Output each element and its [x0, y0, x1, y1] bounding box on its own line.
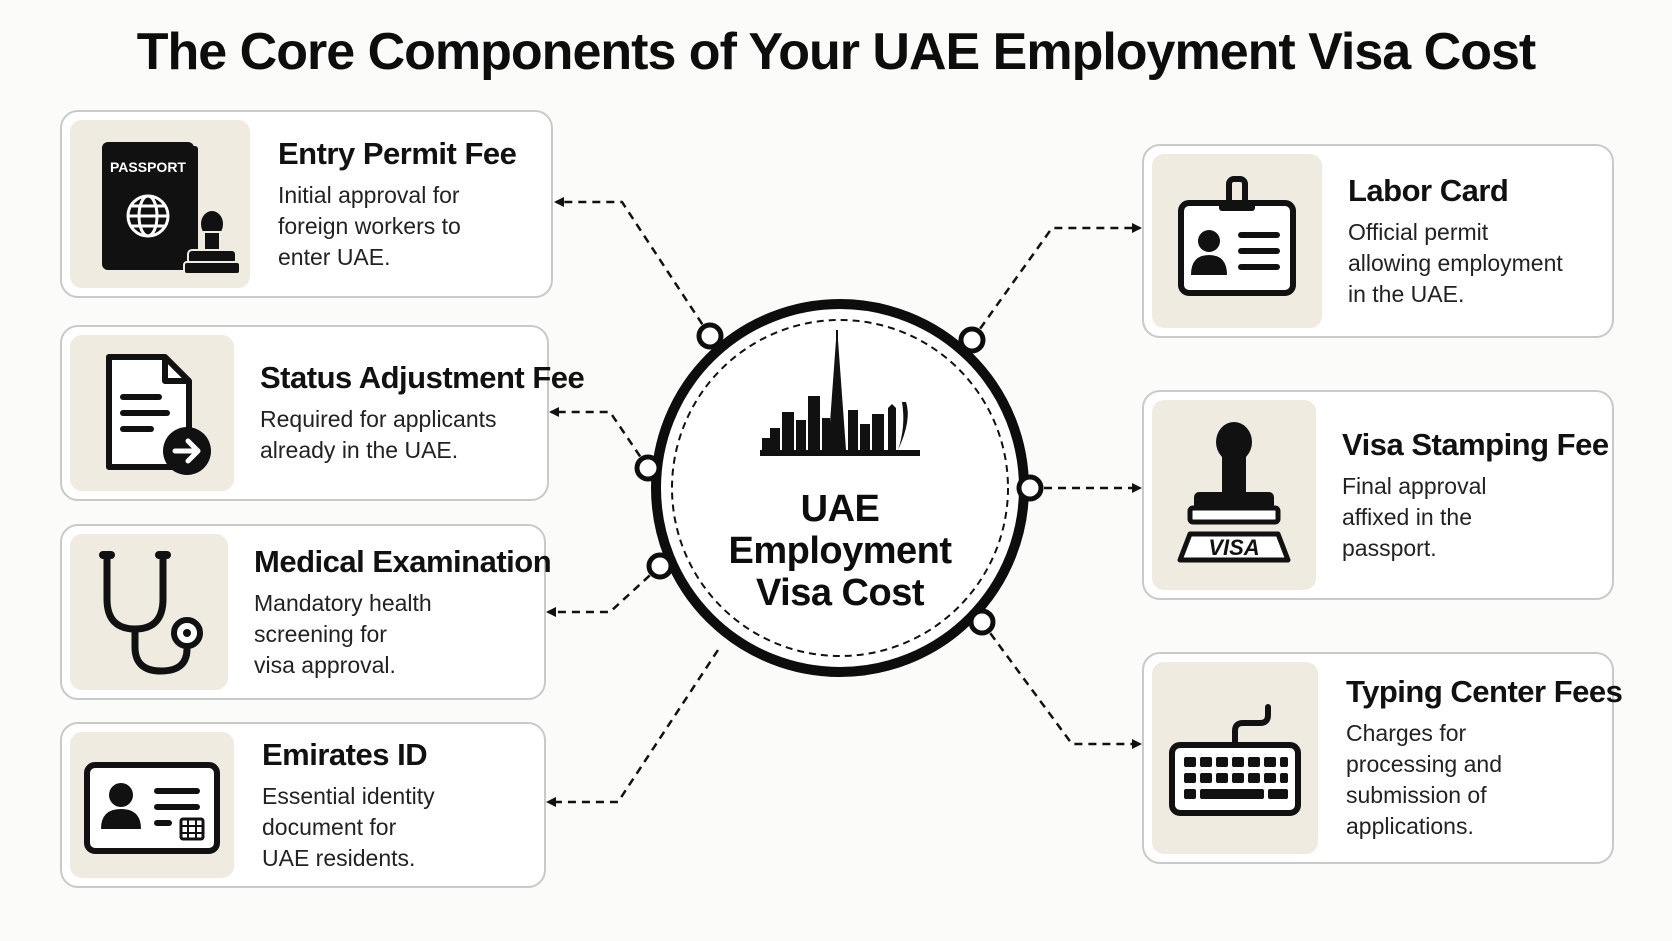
document-arrow-icon: [87, 343, 217, 483]
card-text: [1346, 654, 1623, 862]
hub-node: [1019, 477, 1041, 499]
desc-line: passport.: [1342, 534, 1437, 561]
card-desc: [260, 404, 535, 466]
card-title: Labor Card: [1348, 172, 1509, 208]
desc-line: applications.: [1346, 813, 1474, 839]
connector-medical: [548, 566, 660, 612]
icon-tile: [70, 335, 234, 491]
connector-labor-card: [972, 228, 1140, 340]
icon-tile: [1152, 662, 1318, 854]
id-card-icon: [77, 745, 227, 865]
card-text: [260, 327, 585, 499]
connector-emirates-id: [548, 650, 718, 802]
desc-line: Initial approval for: [278, 181, 460, 208]
card-desc: [1346, 718, 1600, 842]
desc-line: visa approval.: [254, 651, 396, 678]
card-title: Typing Center Fees: [1346, 674, 1623, 709]
keyboard-icon: [1160, 693, 1310, 823]
desc-line: in the UAE.: [1348, 280, 1465, 307]
hub-label: UAE Employment Visa Cost: [728, 488, 952, 614]
desc-line: Official permit: [1348, 218, 1489, 245]
card-title: Status Adjustment Fee: [260, 360, 585, 395]
hub-node: [699, 325, 721, 347]
card-text: [278, 112, 539, 296]
passport-label: PASSPORT: [110, 159, 186, 175]
hub-node: [649, 555, 671, 577]
hub-node: [637, 457, 659, 479]
hub-node: [971, 611, 993, 633]
stethoscope-icon: [79, 537, 219, 687]
desc-line: foreign workers to: [278, 212, 461, 239]
connector-status-adjustment: [551, 412, 648, 468]
card-text: [254, 526, 552, 698]
card-visa-stamping-fee: [1142, 390, 1614, 600]
card-desc: [262, 781, 532, 874]
card-emirates-id: [60, 722, 546, 888]
desc-line: Charges for: [1346, 720, 1467, 746]
desc-line: Final approval: [1342, 472, 1487, 499]
page-title: The Core Components of Your UAE Employment Visa Cost: [136, 23, 1536, 81]
card-text: [1348, 146, 1600, 336]
hub-node: [961, 329, 983, 351]
desc-line: affixed in the: [1342, 503, 1473, 530]
card-desc: [278, 180, 539, 273]
card-text: [1342, 392, 1609, 598]
card-status-adjustment-fee: [60, 325, 585, 501]
connector-entry-permit: [556, 202, 710, 336]
passport-stamp-icon: [80, 124, 240, 284]
desc-line: already in the UAE.: [260, 437, 459, 463]
desc-line: Required for applicants: [260, 406, 497, 432]
desc-line: Essential identity: [262, 782, 435, 809]
card-typing-center-fees: [1142, 652, 1623, 864]
desc-line: screening for: [254, 620, 387, 647]
desc-line: Mandatory health: [254, 589, 432, 616]
icon-tile: [1152, 154, 1322, 328]
desc-line: submission of: [1346, 782, 1487, 808]
desc-line: processing and: [1346, 751, 1502, 777]
desc-line: allowing employment: [1348, 249, 1563, 276]
card-text: [262, 724, 532, 886]
desc-line: document for: [262, 813, 397, 840]
card-title: Emirates ID: [262, 736, 428, 772]
card-title: Entry Permit Fee: [278, 135, 517, 171]
card-desc: [1348, 217, 1600, 310]
icon-tile: [1152, 400, 1316, 590]
visa-stamp-label: VISA: [1208, 535, 1260, 560]
desc-line: enter UAE.: [278, 243, 391, 270]
badge-icon: [1167, 171, 1307, 311]
card-entry-permit-fee: [60, 110, 553, 298]
icon-tile: [70, 732, 234, 878]
card-labor-card: [1142, 144, 1614, 338]
icon-tile: [70, 120, 250, 288]
card-title: Medical Examination: [254, 543, 552, 579]
card-desc: [1342, 471, 1600, 564]
card-desc: [254, 588, 532, 681]
connector-typing-center: [982, 622, 1140, 744]
icon-tile: [70, 534, 228, 690]
card-title: Visa Stamping Fee: [1342, 426, 1609, 462]
visa-stamp-icon: [1164, 410, 1304, 580]
desc-line: UAE residents.: [262, 844, 416, 871]
card-medical-examination: [60, 524, 552, 700]
